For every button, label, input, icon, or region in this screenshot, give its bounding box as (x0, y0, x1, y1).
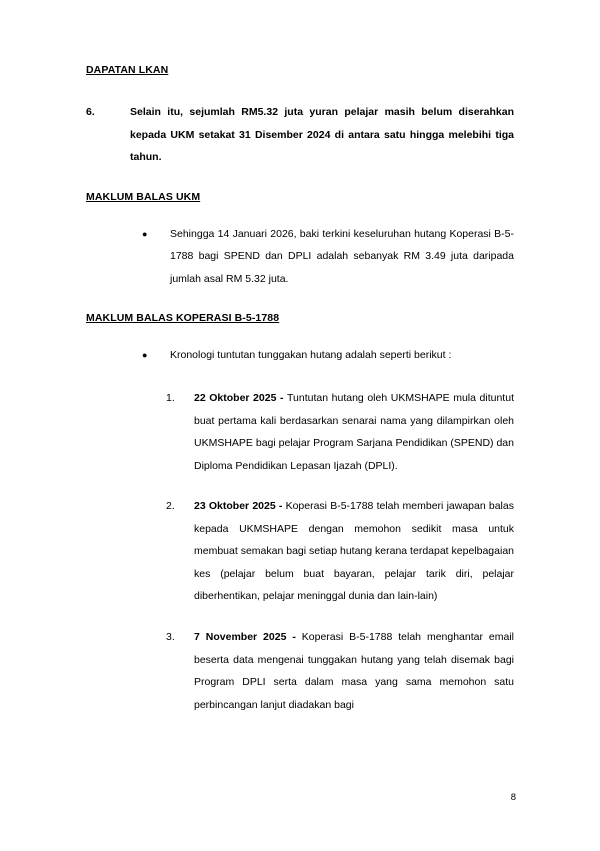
bullet-ukm (142, 223, 514, 291)
spacer (86, 76, 514, 101)
paragraph-6-number: 6. (86, 106, 95, 118)
heading-maklum-balas-ukm: MAKLUM BALAS UKM (86, 190, 201, 203)
list-item-body (194, 495, 514, 608)
list-item-index: 2. (166, 500, 175, 513)
list-item-text: Tuntutan hutang oleh UKMSHAPE mula dituntut buat pertama kali berdasarkan senarai nama yang dilampirkan oleh UKMSHAPE bagi pelajar Program Sarjana Pendidikan (SPEND) dan Diploma Pendidikan Lepasan Ijazah (DPLI). (194, 391, 514, 472)
list-item-date: 7 November 2025 - (194, 631, 302, 643)
spacer (86, 290, 514, 312)
bullet-dot-icon: ● (142, 228, 148, 239)
list-item (166, 387, 514, 477)
list-item-date: 22 Oktober 2025 - (194, 391, 288, 404)
spacer (86, 324, 514, 344)
list-item-index: 3. (166, 631, 175, 643)
paragraph-6 (86, 101, 514, 169)
list-item-text: Koperasi B-5-1788 telah memberi jawapan balas kepada UKMSHAPE dengan memohon sedikit masa untuk membuat semakan bagi setiap hutang kerana terdapat kepelbagaian kes (pelajar belum buat bayaran, pelajar tarik diri, pelajar diberhentikan, pelajar meninggal dunia dan lain-lain) (194, 500, 514, 603)
list-item-body (194, 626, 514, 716)
heading-dapatan-lkan: DAPATAN LKAN (86, 64, 169, 76)
bullet-ukm-text: Sehingga 14 Januari 2026, baki terkini keseluruhan hutang Koperasi B-5-1788 bagi SPEND dan DPLI adalah sebanyak RM 3.49 juta daripada jumlah asal RM 5.32 juta. (170, 227, 514, 285)
spacer (86, 169, 514, 191)
bullet-koperasi (142, 344, 514, 367)
document-content (86, 64, 514, 734)
paragraph-6-text: Selain itu, sejumlah RM5.32 juta yuran pelajar masih belum diserahkan kepada UKM setakat 31 Disember 2024 di antara satu hingga melebihi tiga tahun. (130, 106, 514, 164)
bullet-koperasi-text: Kronologi tuntutan tunggakan hutang adalah seperti berikut : (170, 349, 452, 362)
heading-maklum-balas-koperasi: MAKLUM BALAS KOPERASI B-5-1788 (86, 312, 280, 325)
list-item (166, 495, 514, 608)
page-number: 8 (510, 792, 516, 803)
list-item (166, 626, 514, 716)
list-item-text: Koperasi B-5-1788 telah menghantar email beserta data mengenai tunggakan hutang yang telah disemak bagi Program DPLI serta dalam masa yang sama memohon satu perbincangan lanjut diadakan bagi (194, 631, 515, 711)
spacer (86, 203, 514, 223)
bullet-dot-icon: ● (142, 350, 148, 361)
spacer (86, 367, 514, 387)
list-item-body (194, 387, 514, 477)
list-item-index: 1. (166, 391, 175, 404)
list-item-date: 23 Oktober 2025 - (194, 500, 286, 513)
